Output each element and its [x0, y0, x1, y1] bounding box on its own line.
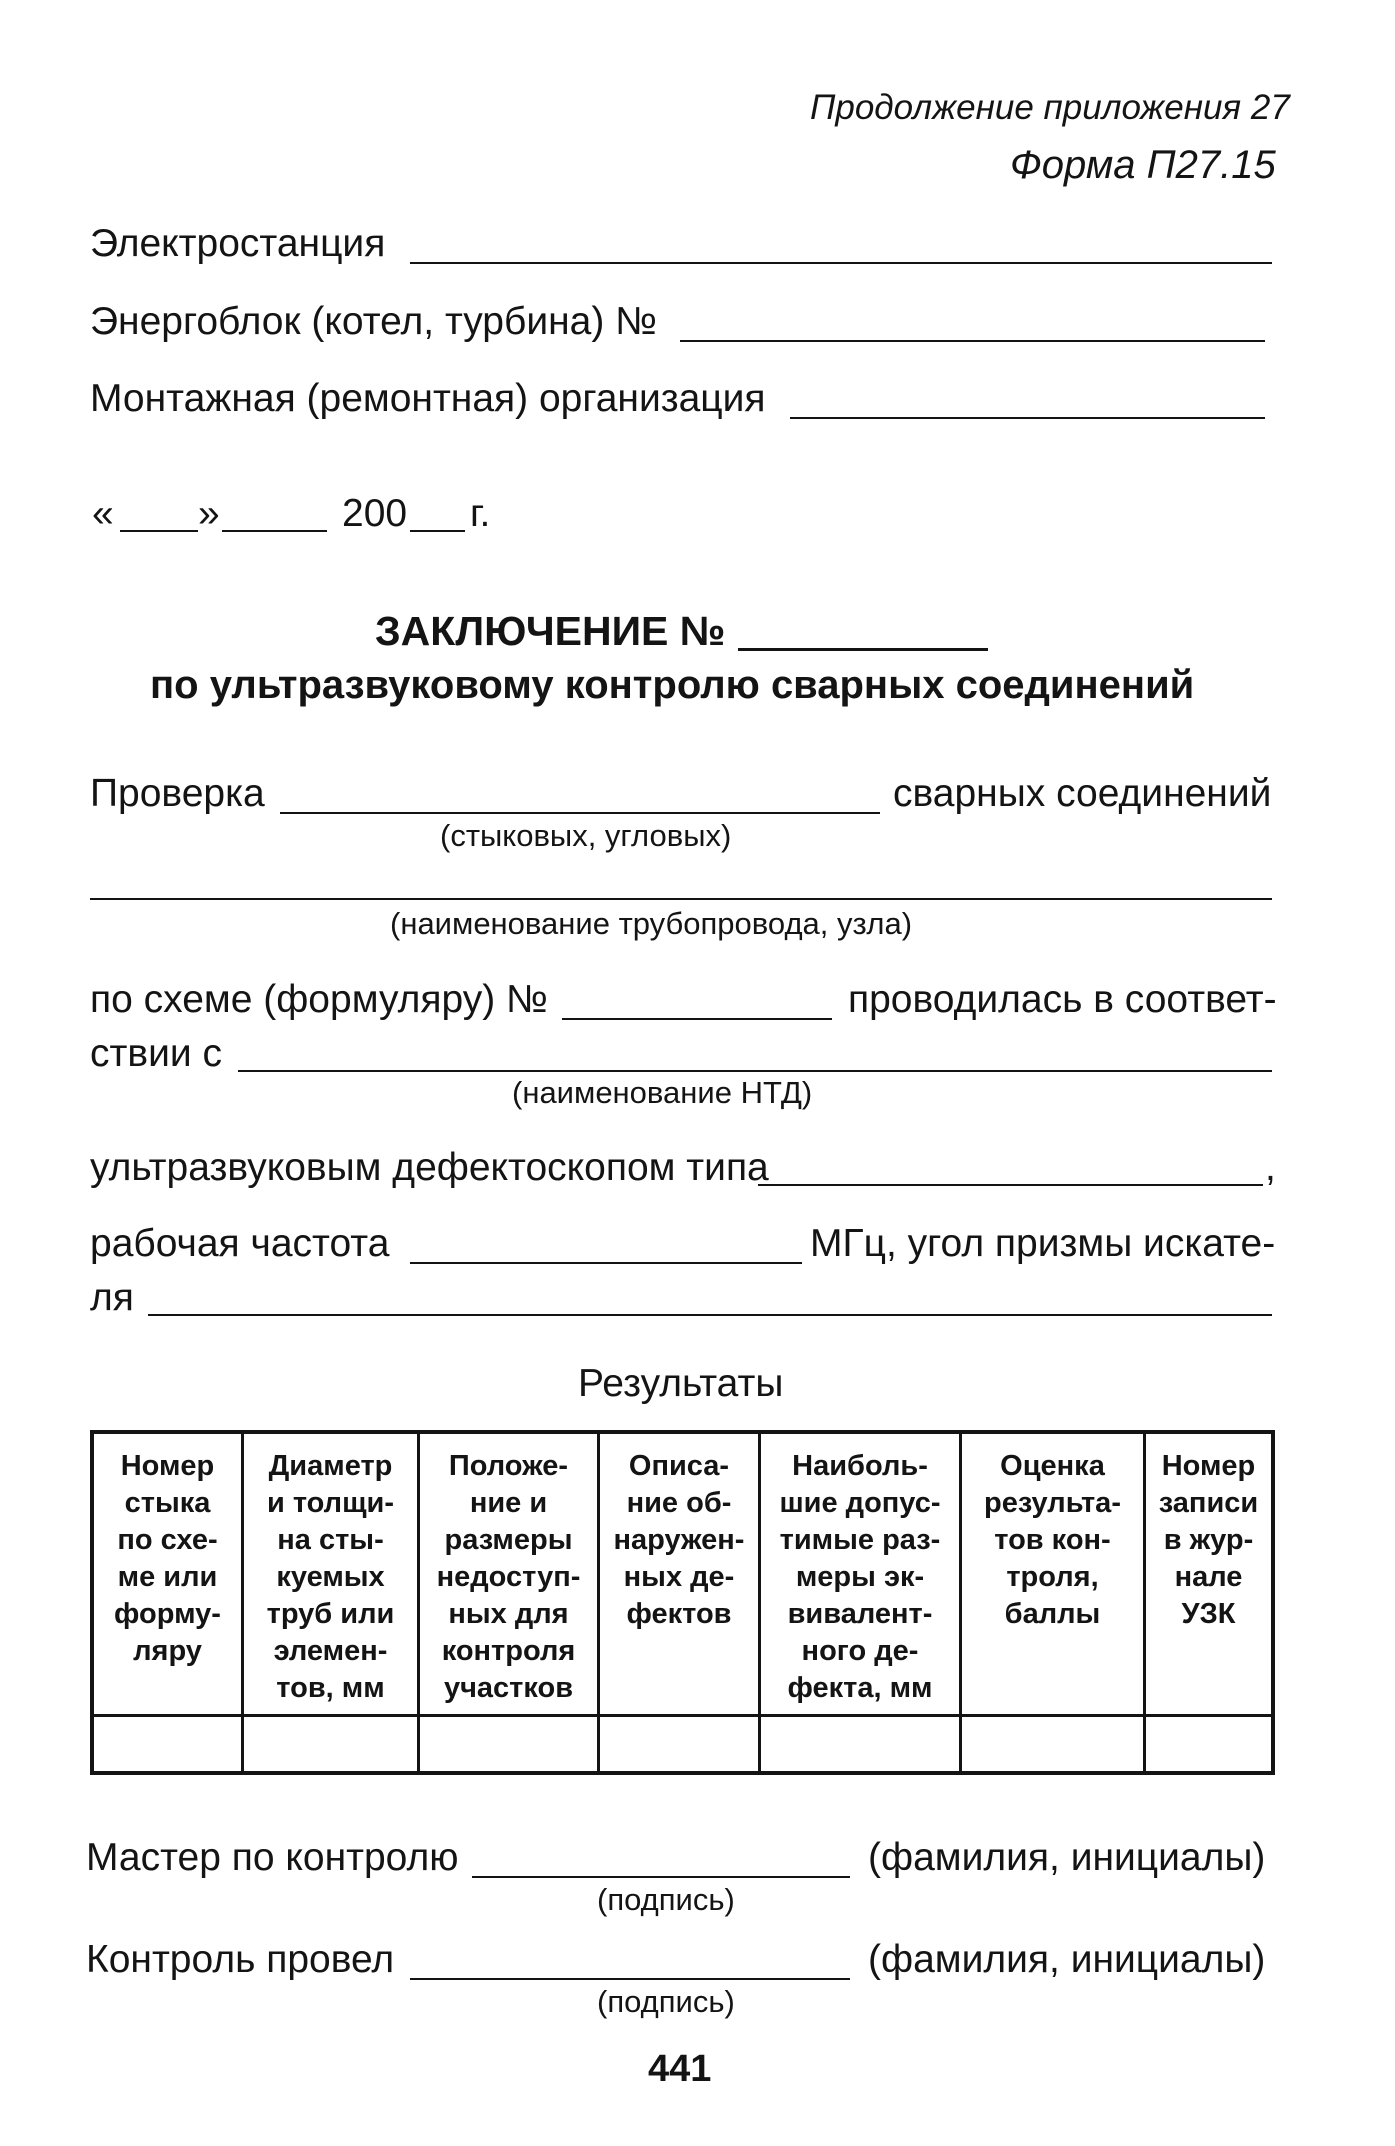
- inspector-name-suffix: (фамилия, инициалы): [868, 1938, 1266, 1981]
- pipeline-caption: (наименование трубопровода, узла): [390, 906, 913, 941]
- organization-field[interactable]: [790, 417, 1265, 419]
- frequency-label: рабочая частота: [90, 1222, 390, 1265]
- probe-angle-field[interactable]: [148, 1314, 1272, 1316]
- col-header-defects-description: Описа- ние об- наружен- ных де- фектов: [613, 1450, 745, 1630]
- table-cell-diameter-thickness[interactable]: [244, 1717, 417, 1771]
- conclusion-number-field[interactable]: [738, 648, 988, 651]
- col-header-diameter-thickness: Диаметр и толщи- на сты- куемых труб или элемен- тов, мм: [266, 1450, 395, 1704]
- scheme-number-field[interactable]: [562, 1018, 832, 1020]
- master-signature-field[interactable]: [472, 1876, 850, 1878]
- pipeline-field[interactable]: [90, 898, 1272, 900]
- date-day-field[interactable]: [120, 530, 198, 532]
- frequency-suffix: МГц, угол призмы искате-: [810, 1222, 1276, 1265]
- probe-angle-label: ля: [90, 1276, 134, 1319]
- form-id: Форма П27.15: [1010, 143, 1276, 187]
- master-label: Мастер по контролю: [86, 1836, 459, 1879]
- scheme-suffix: проводилась в соответ-: [848, 978, 1277, 1021]
- table-cell-defects-description[interactable]: [600, 1717, 758, 1771]
- master-name-suffix: (фамилия, инициалы): [868, 1836, 1266, 1879]
- table-cell-inaccessible-areas[interactable]: [420, 1717, 597, 1771]
- power-station-field[interactable]: [410, 262, 1272, 264]
- joint-type-field[interactable]: [280, 812, 880, 814]
- table-cell-joint-number[interactable]: [94, 1717, 241, 1771]
- table-cell-evaluation-score[interactable]: [962, 1717, 1143, 1771]
- detector-comma: ,: [1265, 1146, 1276, 1189]
- scheme-label: по схеме (формуляру) №: [90, 978, 548, 1021]
- results-heading: Результаты: [578, 1362, 784, 1405]
- power-station-label: Электростанция: [90, 222, 386, 265]
- inspector-signature-field[interactable]: [410, 1978, 850, 1980]
- check-suffix: сварных соединений: [893, 772, 1272, 815]
- power-unit-field[interactable]: [680, 340, 1265, 342]
- detector-label: ультразвуковым дефектоскопом типа: [90, 1146, 769, 1189]
- col-header-evaluation-score: Оценка результа- тов кон- троля, баллы: [984, 1450, 1121, 1630]
- col-header-log-record-number: Номер записи в жур- нале УЗК: [1158, 1450, 1259, 1630]
- date-open-quote: «: [92, 492, 114, 535]
- master-signature-caption: (подпись): [597, 1882, 735, 1917]
- inspector-label: Контроль провел: [86, 1938, 395, 1981]
- joint-type-caption: (стыковых, угловых): [440, 818, 732, 853]
- detector-type-field[interactable]: [758, 1184, 1263, 1186]
- date-year-prefix: 200: [342, 492, 408, 535]
- date-close-quote: »: [198, 492, 220, 535]
- col-header-joint-number: Номер стыка по схе- ме или форму- ляру: [114, 1450, 221, 1667]
- appendix-continuation: Продолжение приложения 27: [810, 88, 1290, 127]
- page-number: 441: [648, 2048, 712, 2090]
- power-unit-label: Энергоблок (котел, турбина) №: [90, 300, 658, 343]
- ntd-caption: (наименование НТД): [512, 1075, 813, 1110]
- col-header-max-equivalent-size: Наиболь- шие допус- тимые раз- меры эк- вивалент- ного де- фекта, мм: [779, 1450, 941, 1704]
- compliance-label: ствии с: [90, 1032, 222, 1075]
- conclusion-subtitle: по ультразвуковому контролю сварных соединений: [150, 663, 1195, 707]
- check-label: Проверка: [90, 772, 265, 815]
- date-year-field[interactable]: [410, 530, 465, 532]
- col-header-inaccessible-areas: Положе- ние и размеры недоступ- ных для контроля участков: [436, 1450, 581, 1704]
- ntd-field[interactable]: [238, 1070, 1272, 1072]
- organization-label: Монтажная (ремонтная) организация: [90, 377, 766, 420]
- date-year-suffix: г.: [470, 492, 491, 535]
- results-table: [90, 1430, 1275, 1775]
- date-month-field[interactable]: [222, 530, 327, 532]
- frequency-field[interactable]: [410, 1262, 802, 1264]
- table-cell-max-equivalent-size[interactable]: [761, 1717, 959, 1771]
- inspector-signature-caption: (подпись): [597, 1984, 735, 2019]
- table-cell-log-record-number[interactable]: [1146, 1717, 1271, 1771]
- conclusion-title: ЗАКЛЮЧЕНИЕ №: [375, 608, 726, 654]
